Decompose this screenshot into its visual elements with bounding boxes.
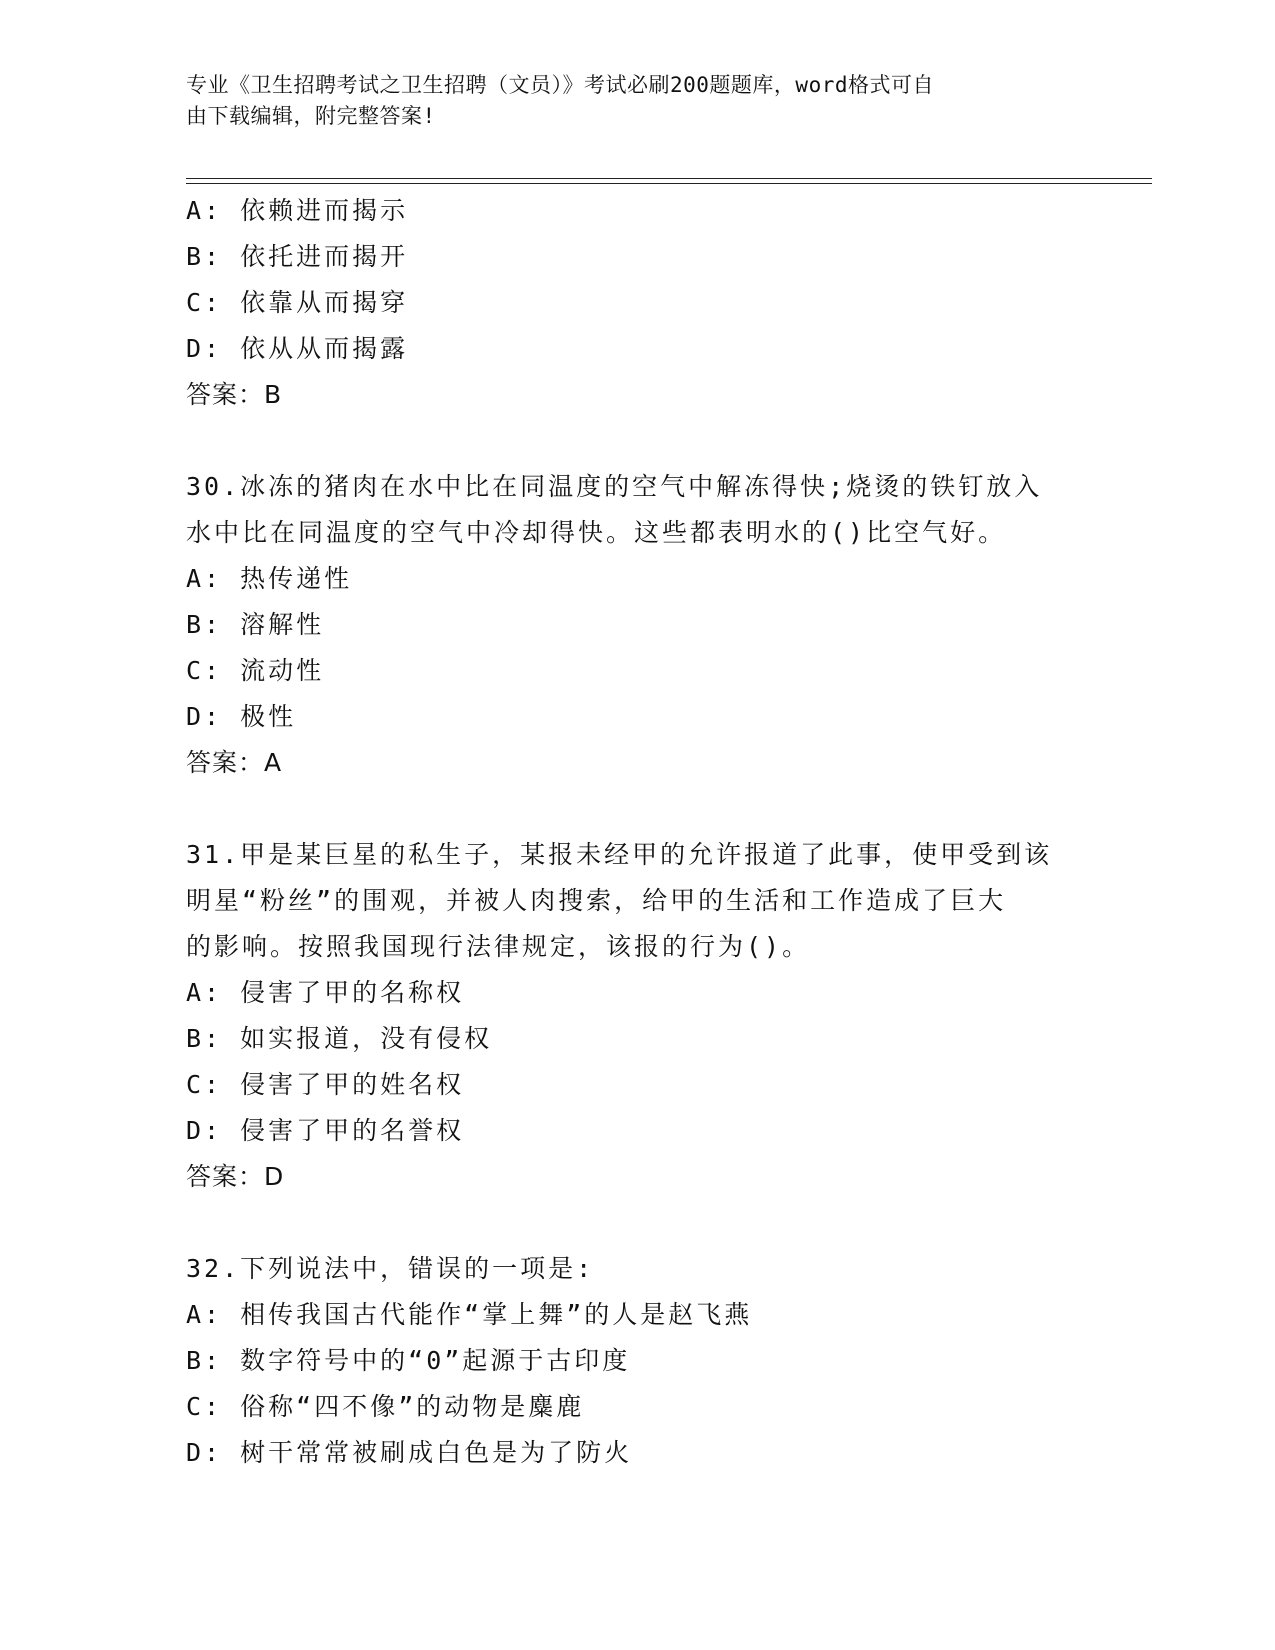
question-stem-line: 明星“粉丝”的围观，并被人肉搜索，给甲的生活和工作造成了巨大 [186, 886, 1007, 915]
spacer [186, 1200, 1066, 1246]
question-stem-line: 31.甲是某巨星的私生子，某报未经甲的允许报道了此事，使甲受到该 [186, 840, 1053, 869]
header-divider-bottom [186, 183, 1152, 184]
option-b: B: 数字符号中的“0”起源于古印度 [186, 1346, 631, 1375]
spacer [186, 786, 1066, 832]
question-list [186, 188, 1066, 1476]
question-29 [186, 188, 1066, 418]
question-32 [186, 1246, 1066, 1476]
option-b: B: 依托进而揭开 [186, 242, 409, 271]
option-d: D: 极性 [186, 702, 297, 731]
option-b: B: 溶解性 [186, 610, 325, 639]
question-stem-line: 水中比在同温度的空气中冷却得快。这些都表明水的()比空气好。 [186, 518, 1007, 547]
option-d: D: 依从从而揭露 [186, 334, 409, 363]
question-stem-line: 的影响。按照我国现行法律规定，该报的行为()。 [186, 932, 811, 961]
question-31 [186, 832, 1066, 1200]
document-header [186, 70, 1066, 132]
header-line-1: 专业《卫生招聘考试之卫生招聘（文员）》考试必刷200题题库，word格式可自 [186, 73, 934, 97]
option-a: A: 侵害了甲的名称权 [186, 978, 465, 1007]
option-d: D: 树干常常被刷成白色是为了防火 [186, 1438, 633, 1467]
header-line-2: 由下载编辑，附完整答案! [186, 104, 436, 128]
answer-label: 答案：B [186, 380, 283, 409]
option-d: D: 侵害了甲的名誉权 [186, 1116, 465, 1145]
option-a: A: 依赖进而揭示 [186, 196, 409, 225]
option-b: B: 如实报道，没有侵权 [186, 1024, 493, 1053]
question-stem-line: 30.冰冻的猪肉在水中比在同温度的空气中解冻得快;烧烫的铁钉放入 [186, 472, 1043, 501]
option-c: C: 侵害了甲的姓名权 [186, 1070, 465, 1099]
header-divider-top [186, 178, 1152, 179]
spacer [186, 418, 1066, 464]
question-30 [186, 464, 1066, 786]
option-c: C: 依靠从而揭穿 [186, 288, 409, 317]
answer-label: 答案：A [186, 748, 283, 777]
option-a: A: 相传我国古代能作“掌上舞”的人是赵飞燕 [186, 1300, 753, 1329]
question-stem-line: 32.下列说法中，错误的一项是: [186, 1254, 595, 1283]
option-c: C: 流动性 [186, 656, 325, 685]
option-a: A: 热传递性 [186, 564, 353, 593]
option-c: C: 俗称“四不像”的动物是麋鹿 [186, 1392, 585, 1421]
answer-label: 答案：D [186, 1162, 285, 1191]
